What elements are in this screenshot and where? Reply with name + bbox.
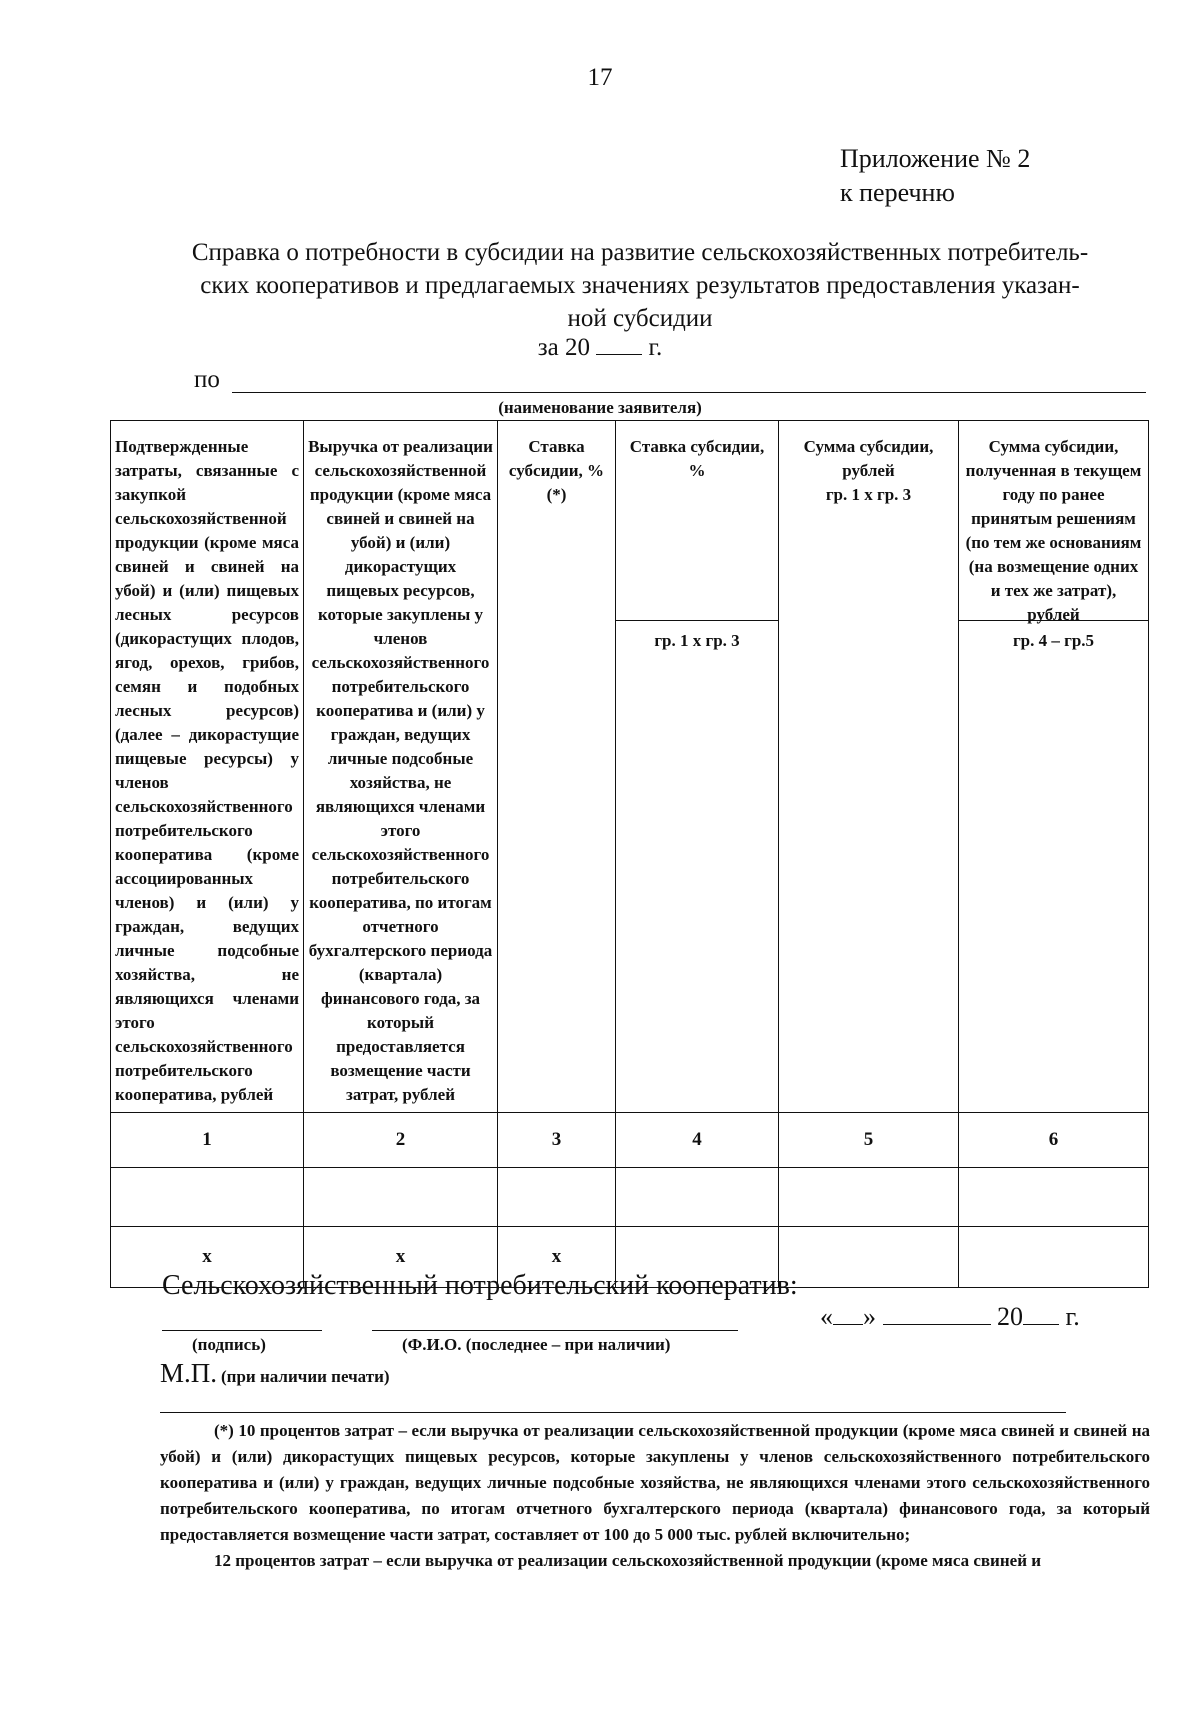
header-col4-top: Ставка субсидии, % <box>616 421 778 621</box>
subsidy-table <box>110 420 1149 1288</box>
header-subsidy-rate-percent <box>616 421 779 1113</box>
footnote-divider <box>160 1412 1066 1413</box>
title-line-2: ских кооперативов и предлагаемых значениях результатов предоставления указан- <box>200 272 1080 299</box>
table-header-row <box>111 421 1149 1113</box>
column-number-cell: 1 <box>111 1113 304 1168</box>
totals-cell[interactable] <box>779 1227 959 1288</box>
fio-blank[interactable] <box>372 1330 738 1331</box>
footnotes <box>160 1418 1150 1574</box>
cooperative-label: Сельскохозяйственный потребительский кооператив: <box>162 1270 798 1301</box>
date-month-blank[interactable] <box>883 1324 991 1325</box>
header-subsidy-received <box>959 421 1149 1113</box>
footnote-paragraph-2: 12 процентов затрат – если выручка от реализации сельскохозяйственной продукции (кроме мяса свиней и <box>214 1551 1042 1570</box>
column-number-cell: 4 <box>616 1113 779 1168</box>
header-subsidy-amount <box>779 421 959 1113</box>
period-prefix: за 20 <box>537 334 591 361</box>
fio-caption: (Ф.И.О. (последнее – при наличии) <box>402 1335 671 1354</box>
appendix-reference <box>840 142 1030 210</box>
header-col5-formula: гр. 1 х гр. 3 <box>825 485 912 504</box>
period-year-blank[interactable] <box>596 354 642 355</box>
header-col4-formula: гр. 1 х гр. 3 <box>654 631 740 650</box>
column-number-cell: 6 <box>959 1113 1149 1168</box>
table-row-column-numbers <box>111 1113 1149 1168</box>
x-cell: х <box>111 1227 304 1288</box>
data-cell[interactable] <box>304 1168 498 1227</box>
title-line-3: ной субсидии <box>567 305 713 332</box>
header-revenue: Выручка от реализации сельскохозяйственной продукции (кроме мяса свиней и свиней на убой) и (или) дикорастущих пищевых ресурсов, которые закуплены у членов сельскохозяйственного потребительского кооператива и (или) у граждан, ведущих личные подсобные хозяйства, не являющихся членами этого сельскохозяйственного потребительского кооператива, по итогам отчетного бухгалтерского периода (квартала) финансового года, за который предоставляется возмещение части затрат, рублей <box>304 421 498 1113</box>
date-year-prefix: 20 <box>997 1302 1023 1331</box>
data-cell[interactable] <box>498 1168 616 1227</box>
date-day-blank[interactable] <box>833 1324 863 1325</box>
applicant-name-blank[interactable] <box>232 392 1146 393</box>
column-number-cell: 2 <box>304 1113 498 1168</box>
header-col5-line-1: Сумма субсидии, рублей <box>803 437 934 480</box>
signature-caption: (подпись) <box>192 1335 266 1354</box>
data-cell[interactable] <box>779 1168 959 1227</box>
applicant-prefix: по <box>194 366 220 393</box>
x-cell: х <box>498 1227 616 1288</box>
data-cell[interactable] <box>959 1168 1149 1227</box>
data-cell[interactable] <box>111 1168 304 1227</box>
period-line <box>0 334 1200 362</box>
title-line-1: Справка о потребности в субсидии на развитие сельскохозяйственных потребитель- <box>191 239 1089 266</box>
period-suffix: г. <box>648 334 663 361</box>
header-subsidy-rate: Ставка субсидии, % (*) <box>498 421 616 1113</box>
x-cell: х <box>304 1227 498 1288</box>
seal-line <box>160 1358 390 1389</box>
signature-blank[interactable] <box>162 1330 322 1331</box>
header-col6-top: Сумма субсидии, полученная в текущем году по ранее принятым решениям (по тем же основаниям (на возмещение одних и тех же затрат), рублей <box>959 421 1148 621</box>
footnote-paragraph-1: (*) 10 процентов затрат – если выручка от реализации сельскохозяйственной продукции (кроме мяса свиней и свиней на убой) и (или) дикорастущих пищевых ресурсов, которые закуплены у членов сельскохозяйственного потребительского кооператива и (или) у граждан, ведущих личные подсобные хозяйства, не являющихся членами этого сельскохозяйственного потребительского кооператива, по итогам отчетного бухгалтерского периода (квартала) финансового года, за который предоставляется возмещение части затрат, составляет от 100 до 5 000 тыс. рублей включительно; <box>160 1421 1150 1544</box>
data-cell[interactable] <box>616 1168 779 1227</box>
column-number-cell: 5 <box>779 1113 959 1168</box>
date-quote-close: » <box>863 1302 876 1331</box>
column-number-cell: 3 <box>498 1113 616 1168</box>
header-col6-formula: гр. 4 – гр.5 <box>1012 631 1095 650</box>
applicant-caption: (наименование заявителя) <box>498 398 702 417</box>
page-number: 17 <box>587 64 613 91</box>
seal-note: (при наличии печати) <box>221 1367 390 1386</box>
document-title <box>160 236 1120 335</box>
appendix-line-1: Приложение № 2 <box>840 144 1031 173</box>
table-row-data <box>111 1168 1149 1227</box>
appendix-line-2: к перечню <box>840 178 955 207</box>
totals-cell[interactable] <box>959 1227 1149 1288</box>
date-line <box>820 1302 1080 1332</box>
seal-label: М.П. <box>160 1358 218 1388</box>
date-year-blank[interactable] <box>1023 1324 1059 1325</box>
date-suffix: г. <box>1065 1302 1080 1331</box>
date-quote-open: « <box>820 1302 833 1331</box>
header-confirmed-costs: Подтвержденные затраты, связанные с закупкой сельскохозяйственной продукции (кроме мяса свиней и свиней на убой) и (или) пищевых лесных ресурсов (дикорастущих плодов, ягод, орехов, грибов, семян и подобных лесных ресурсов) (далее – дикорастущие пищевые ресурсы) у членов сельскохозяйственного потребительского кооператива (кроме ассоциированных членов) и (или) у граждан, ведущих личные подсобные хозяйства, не являющихся членами этого сельскохозяйственного потребительского кооператива, рублей <box>111 421 304 1113</box>
